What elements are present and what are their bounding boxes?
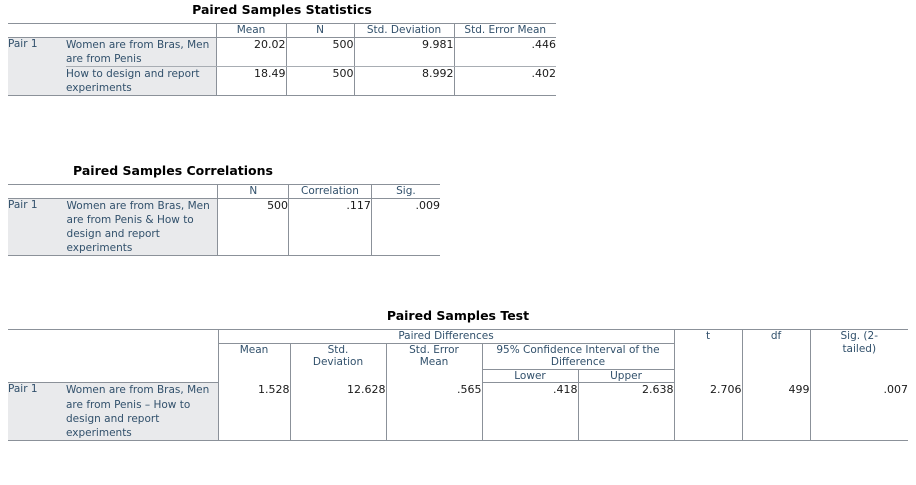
header-blank-5 — [8, 369, 66, 383]
cell-upper: 2.638 — [578, 383, 674, 441]
table-paired-samples-statistics — [8, 23, 556, 96]
cell-mean: 20.02 — [216, 37, 286, 66]
header-std-error-mean: Std. Error Mean — [386, 343, 482, 383]
page-title-correlations: Paired Samples Correlations — [73, 163, 273, 178]
header-mean: Mean — [218, 343, 290, 383]
header-sig: Sig. — [371, 185, 440, 199]
cell-sig: .009 — [371, 198, 440, 256]
header-upper: Upper — [578, 369, 674, 383]
page-title-statistics: Paired Samples Statistics — [192, 2, 372, 17]
header-std-deviation: Std. Deviation — [290, 343, 386, 383]
cell-mean: 1.528 — [218, 383, 290, 441]
header-df: df — [742, 330, 810, 383]
cell-std-error-mean: .402 — [454, 66, 556, 95]
row-label-variable: Women are from Bras, Men are from Penis & How to design and report experiments — [67, 198, 218, 256]
header-std-deviation: Std. Deviation — [354, 24, 454, 38]
header-blank-1 — [8, 185, 67, 199]
row-label-variable: Women are from Bras, Men are from Penis – How to design and report experiments — [66, 383, 218, 441]
row-label-pair-blank — [8, 66, 66, 95]
cell-t: 2.706 — [674, 383, 742, 441]
cell-mean: 18.49 — [216, 66, 286, 95]
cell-n: 500 — [286, 66, 354, 95]
table-paired-samples-test — [8, 329, 908, 441]
cell-std-deviation: 8.992 — [354, 66, 454, 95]
header-paired-differences: Paired Differences — [218, 330, 674, 344]
row-label-variable: Women are from Bras, Men are from Penis — [66, 37, 216, 66]
header-n: N — [218, 185, 289, 199]
header-t: t — [674, 330, 742, 383]
cell-n: 500 — [218, 198, 289, 256]
row-label-pair: Pair 1 — [8, 37, 66, 66]
cell-df: 499 — [742, 383, 810, 441]
table-row — [8, 198, 440, 256]
table-paired-samples-correlations — [8, 184, 440, 256]
table-header-row — [8, 185, 440, 199]
cell-std-deviation: 12.628 — [290, 383, 386, 441]
table-row — [8, 66, 556, 95]
header-blank-1 — [8, 330, 66, 344]
header-blank-3 — [8, 343, 66, 369]
row-label-pair: Pair 1 — [8, 198, 67, 256]
cell-std-error-mean: .446 — [454, 37, 556, 66]
header-blank-4 — [66, 343, 218, 369]
cell-std-error-mean: .565 — [386, 383, 482, 441]
table-row — [8, 383, 908, 441]
header-lower: Lower — [482, 369, 578, 383]
header-sig-2-tailed: Sig. (2- tailed) — [810, 330, 908, 383]
header-blank-6 — [66, 369, 218, 383]
table-header-row — [8, 24, 556, 38]
table-row — [8, 37, 556, 66]
cell-std-deviation: 9.981 — [354, 37, 454, 66]
header-blank-2 — [66, 24, 216, 38]
cell-n: 500 — [286, 37, 354, 66]
header-blank-2 — [67, 185, 218, 199]
header-blank-1 — [8, 24, 66, 38]
page-title-test: Paired Samples Test — [386, 308, 530, 323]
header-correlation: Correlation — [289, 185, 372, 199]
row-label-pair: Pair 1 — [8, 383, 66, 441]
header-ci-of-difference: 95% Confidence Interval of the Difference — [482, 343, 674, 369]
row-label-variable: How to design and report experiments — [66, 66, 216, 95]
header-std-error-mean: Std. Error Mean — [454, 24, 556, 38]
header-mean: Mean — [216, 24, 286, 38]
paired-samples-statistics-block — [8, 2, 556, 96]
paired-samples-correlations-block — [8, 163, 440, 256]
paired-samples-test-block — [8, 308, 908, 441]
cell-correlation: .117 — [289, 198, 372, 256]
table-group-header-row — [8, 330, 908, 344]
cell-lower: .418 — [482, 383, 578, 441]
cell-sig: .007 — [810, 383, 908, 441]
header-n: N — [286, 24, 354, 38]
header-blank-2 — [66, 330, 218, 344]
